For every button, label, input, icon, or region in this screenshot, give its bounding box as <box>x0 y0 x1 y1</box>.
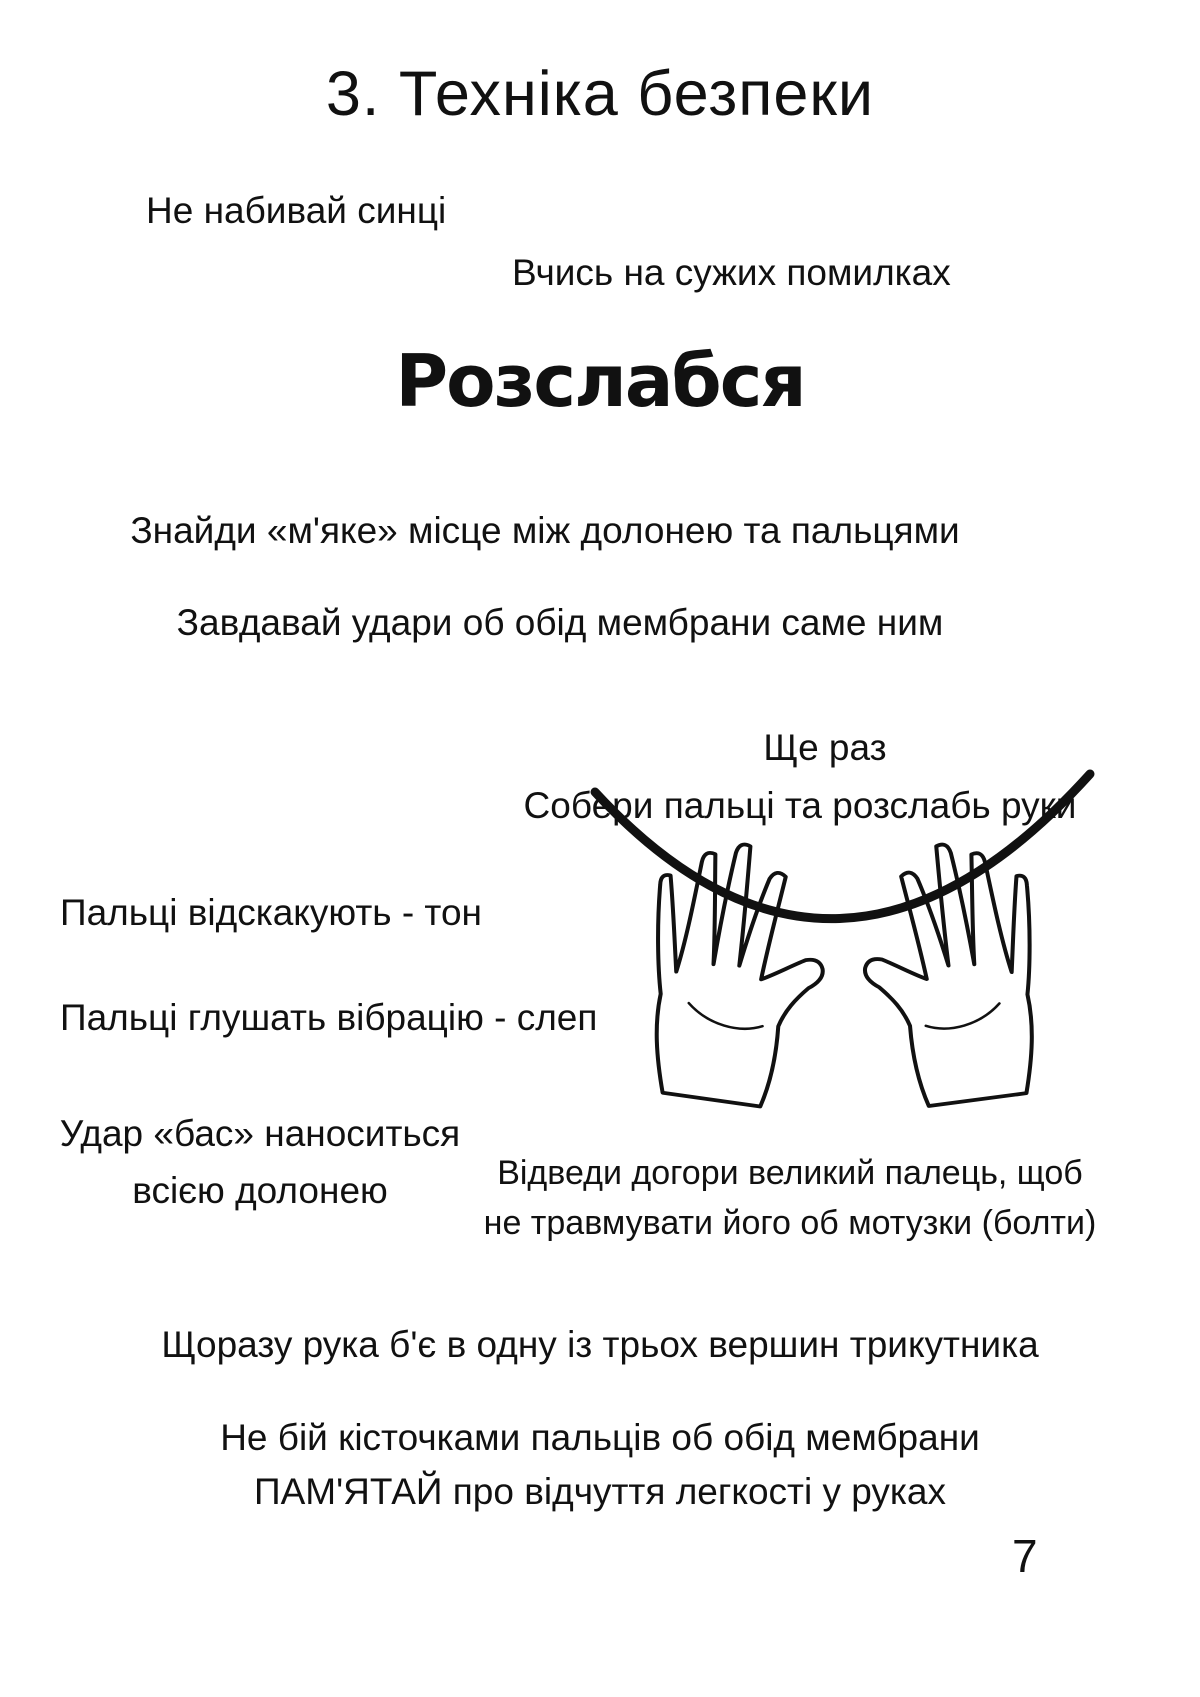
tip-collect-fingers: Собери пальці та розслабь руки <box>523 785 1077 826</box>
right-hand-icon <box>848 834 1058 1111</box>
page-number: 7 <box>1012 1530 1038 1582</box>
thumb-caption-line1: Відведи догори великий палець, щоб <box>497 1154 1083 1192</box>
relax-heading: Розслабся <box>395 339 805 423</box>
tip-fingers-bounce: Пальці відскакують - тон <box>60 892 482 933</box>
tip-bass-hit-line2: всією долонею <box>132 1170 388 1211</box>
tip-learn-from-mistakes: Вчись на сужих помилках <box>512 252 951 293</box>
tip-bass-hit <box>30 1105 490 1219</box>
tip-bass-hit-line1: Удар «бас» наноситься <box>59 1113 461 1154</box>
tip-find-soft-spot: Знайди «м'яке» місце між долонею та пальцями <box>130 510 960 551</box>
tip-strike-rim: Завдавай удари об обід мембрани саме ним <box>176 602 944 643</box>
left-hand-icon <box>631 834 838 1113</box>
thumb-caption-line2: не травмувати його об мотузки (болти) <box>483 1204 1097 1242</box>
relaxed-hands-drawing <box>575 752 1110 1122</box>
page-title: 3. Техніка безпеки <box>325 59 875 129</box>
tip-fingers-mute: Пальці глушать вібрацію - слеп <box>60 997 598 1038</box>
tip-again: Ще раз <box>763 727 887 768</box>
tip-no-knuckles: Не бій кісточками пальців об обід мембрани <box>220 1417 980 1458</box>
hands-illustration <box>575 752 1110 1122</box>
tip-triangle-rule: Щоразу рука б'є в одну із трьох вершин трикутника <box>161 1324 1039 1365</box>
tip-remember-light-hands: ПАМ'ЯТАЙ про відчуття легкості у руках <box>253 1471 947 1512</box>
tip-no-bruises: Не набивай синці <box>146 190 447 231</box>
